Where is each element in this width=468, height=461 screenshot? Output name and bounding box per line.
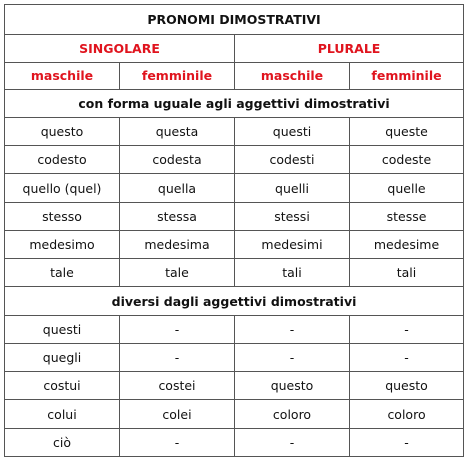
table-row	[5, 117, 464, 145]
table-cell: coloro	[350, 400, 464, 428]
table-cell: questo	[235, 372, 350, 400]
table-cell: quelle	[350, 174, 464, 202]
table-cell: -	[350, 343, 464, 371]
table-row	[5, 259, 464, 287]
table-cell: questo	[350, 372, 464, 400]
table-cell: tale	[120, 259, 235, 287]
table-cell: quelli	[235, 174, 350, 202]
table-cell: stessi	[235, 202, 350, 230]
table-row	[5, 315, 464, 343]
table-row	[5, 230, 464, 258]
table-cell: -	[120, 428, 235, 456]
table-cell: colui	[5, 400, 120, 428]
header-singular-masculine: maschile	[5, 62, 120, 89]
table-cell: -	[350, 315, 464, 343]
table-row	[5, 428, 464, 456]
table-cell: -	[120, 315, 235, 343]
table-cell: codesti	[235, 146, 350, 174]
demonstrative-pronouns-table	[4, 4, 464, 457]
table-cell: -	[235, 315, 350, 343]
table-cell: questi	[235, 117, 350, 145]
table-row	[5, 174, 464, 202]
table-cell: costui	[5, 372, 120, 400]
table-row	[5, 146, 464, 174]
table-cell: quella	[120, 174, 235, 202]
table-cell: costei	[120, 372, 235, 400]
table-cell: codesto	[5, 146, 120, 174]
table-cell: -	[235, 343, 350, 371]
table-row	[5, 400, 464, 428]
table-row	[5, 372, 464, 400]
table-cell: quello (quel)	[5, 174, 120, 202]
table-row	[5, 202, 464, 230]
table-cell: stesso	[5, 202, 120, 230]
header-singular-feminine: femminile	[120, 62, 235, 89]
header-singular: SINGOLARE	[5, 35, 235, 62]
table-title: PRONOMI DIMOSTRATIVI	[5, 5, 464, 35]
table-cell: medesimi	[235, 230, 350, 258]
table-cell: quegli	[5, 343, 120, 371]
table-cell: stessa	[120, 202, 235, 230]
header-plural: PLURALE	[235, 35, 464, 62]
table-cell: medesime	[350, 230, 464, 258]
section-heading-different-form: diversi dagli aggettivi dimostrativi	[5, 287, 464, 315]
header-plural-feminine: femminile	[350, 62, 464, 89]
table-cell: stesse	[350, 202, 464, 230]
table-cell: tali	[350, 259, 464, 287]
table-cell: questo	[5, 117, 120, 145]
table-cell: tali	[235, 259, 350, 287]
table-cell: colei	[120, 400, 235, 428]
table-cell: questi	[5, 315, 120, 343]
table-cell: -	[235, 428, 350, 456]
table-cell: medesimo	[5, 230, 120, 258]
table-cell: tale	[5, 259, 120, 287]
table-row	[5, 343, 464, 371]
table-cell: questa	[120, 117, 235, 145]
table-cell: medesima	[120, 230, 235, 258]
header-plural-masculine: maschile	[235, 62, 350, 89]
table-cell: codesta	[120, 146, 235, 174]
table-cell: codeste	[350, 146, 464, 174]
table-cell: -	[350, 428, 464, 456]
section-heading-same-form: con forma uguale agli aggettivi dimostrativi	[5, 89, 464, 117]
table-cell: coloro	[235, 400, 350, 428]
table-cell: ciò	[5, 428, 120, 456]
table-cell: -	[120, 343, 235, 371]
table-cell: queste	[350, 117, 464, 145]
